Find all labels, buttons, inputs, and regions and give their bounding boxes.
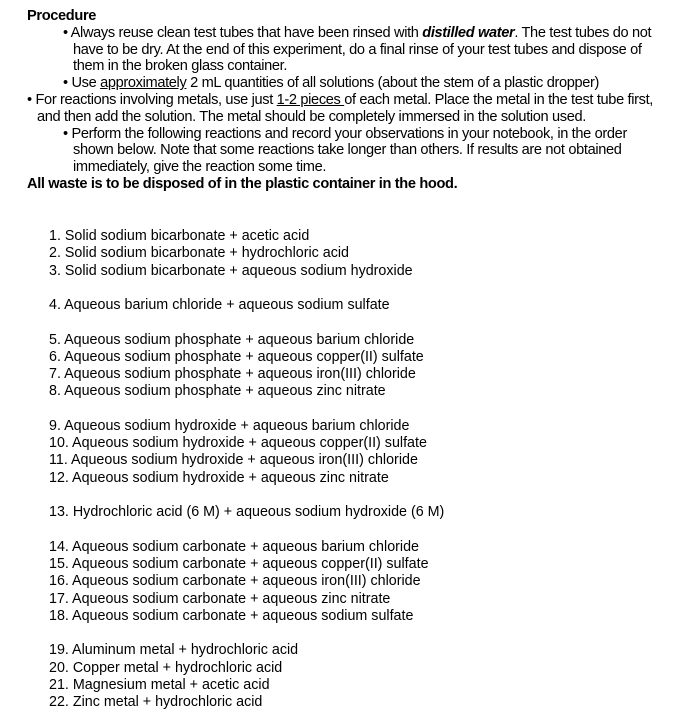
reaction-item: 22. Zinc metal + hydrochloric acid [49,694,263,711]
reaction-item: 2. Solid sodium bicarbonate + hydrochloric acid [49,245,350,262]
procedure-title: Procedure [27,8,97,24]
reaction-item: 18. Aqueous sodium carbonate + aqueous sodium sulfate [49,607,414,624]
reaction-item: 1. Solid sodium bicarbonate + acetic acid [49,228,310,244]
procedure-section [27,8,657,193]
reaction-item: 4. Aqueous barium chloride + aqueous sodium sulfate [49,297,390,314]
underlined-pieces: 1-2 pieces [276,91,345,108]
reaction-item: 11. Aqueous sodium hydroxide + aqueous iron(III) chloride [49,452,418,469]
reaction-item: 17. Aqueous sodium carbonate + aqueous zinc nitrate [49,590,391,607]
reaction-item: 6. Aqueous sodium phosphate + aqueous copper(II) sulfate [49,348,424,365]
waste-notice: All waste is to be disposed of in the plastic container in the hood. [27,175,458,192]
reaction-item: 5. Aqueous sodium phosphate + aqueous barium chloride [49,331,415,348]
reaction-item: 8. Aqueous sodium phosphate + aqueous zinc nitrate [49,383,386,400]
group-spacer [49,401,444,418]
reaction-item: 3. Solid sodium bicarbonate + aqueous sodium hydroxide [49,262,413,279]
reaction-item: 9. Aqueous sodium hydroxide + aqueous barium chloride [49,417,410,434]
group-spacer [49,521,444,538]
bullet-reuse-tubes [27,25,657,75]
text: Use [71,75,101,92]
group-spacer [49,314,444,331]
text: 2 mL quantities of all solutions (about the stem of a plastic dropper) [186,75,600,92]
bullet-icon: • [27,91,32,108]
text: . The test tubes do not have to be dry. At the end of this experiment, do a final rinse of your test tubes and dispose of them in the broken glass container. [73,24,652,75]
bullet-icon: • [63,24,68,41]
text: of each metal. Place the metal in the test tube first, and then add the solution. The metal should be completely immersed in the solution used. [37,91,654,125]
reaction-item: 10. Aqueous sodium hydroxide + aqueous copper(II) sulfate [49,435,427,452]
group-spacer [49,487,444,504]
reaction-item: 16. Aqueous sodium carbonate + aqueous iron(III) chloride [49,573,421,590]
bullet-quantities [27,75,657,92]
reaction-item: 19. Aluminum metal + hydrochloric acid [49,642,299,659]
reaction-item: 7. Aqueous sodium phosphate + aqueous iron(III) chloride [49,366,416,383]
underlined-approximately: approximately [100,75,187,92]
bullet-icon: • [63,125,68,142]
text: For reactions involving metals, use just [35,91,277,108]
bullet-icon: • [63,75,68,92]
group-spacer [49,625,444,642]
reaction-list [49,228,444,711]
reaction-item: 20. Copper metal + hydrochloric acid [49,659,283,676]
emphasis-distilled-water: distilled water [422,24,515,41]
reaction-item: 12. Aqueous sodium hydroxide + aqueous zinc nitrate [49,469,389,486]
group-spacer [49,280,444,297]
bullet-metals [27,92,657,126]
reaction-item: 14. Aqueous sodium carbonate + aqueous barium chloride [49,538,419,555]
reaction-item: 15. Aqueous sodium carbonate + aqueous copper(II) sulfate [49,555,429,572]
reaction-item: 13. Hydrochloric acid (6 M) + aqueous sodium hydroxide (6 M) [49,504,445,521]
reaction-item: 21. Magnesium metal + acetic acid [49,676,270,693]
text: Perform the following reactions and record your observations in your notebook, in the order shown below. Note that some reactions take longer than others. If results are not obtained immediately, give the reaction some time. [71,125,627,176]
text: Always reuse clean test tubes that have been rinsed with [70,24,423,41]
bullet-perform-reactions [27,126,657,176]
